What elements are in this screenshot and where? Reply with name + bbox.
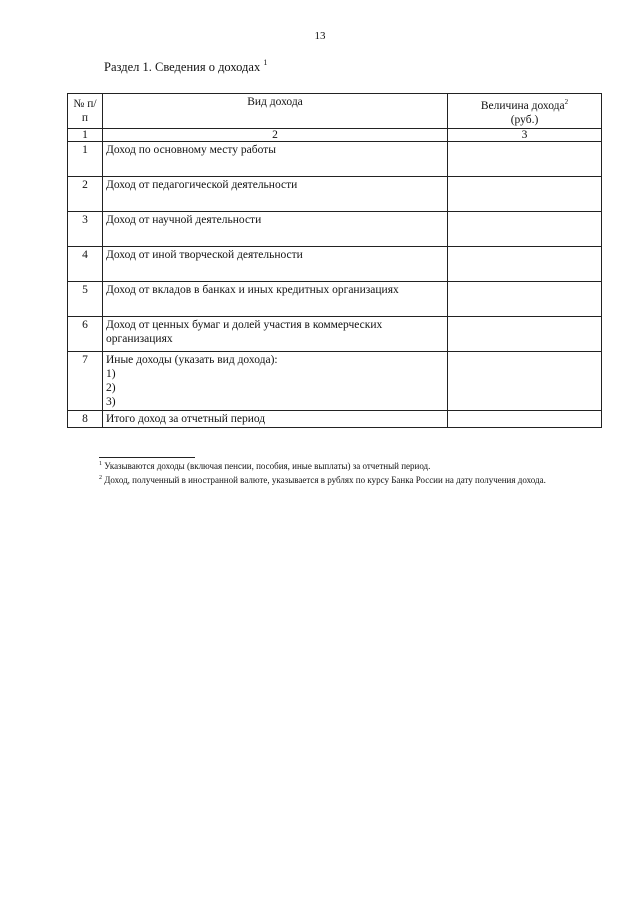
table-row [68, 212, 602, 247]
table-row [68, 282, 602, 317]
section-footnote-mark: 1 [263, 58, 268, 67]
section-title [104, 58, 267, 75]
header-num: № п/п [68, 94, 103, 129]
table-row [68, 177, 602, 212]
row-amount-cell[interactable] [448, 212, 602, 247]
row-number: 8 [68, 411, 103, 428]
row-income-kind: Иные доходы (указать вид дохода): [106, 354, 278, 366]
row-income-kind: Доход от вкладов в банках и иных кредитных организациях [103, 282, 448, 317]
footnote-text: Указываются доходы (включая пенсии, пособия, иные выплаты) за отчетный период. [104, 461, 431, 471]
row-amount-cell[interactable] [448, 411, 602, 428]
row-income-kind: Доход от научной деятельности [103, 212, 448, 247]
column-number: 2 [103, 129, 448, 142]
footnote-2 [88, 472, 602, 486]
row-income-kind: Доход от иной творческой деятельности [103, 247, 448, 282]
table-row [68, 247, 602, 282]
income-table [67, 93, 602, 428]
section-title-text: Раздел 1. Сведения о доходах [104, 60, 261, 74]
column-number: 3 [448, 129, 602, 142]
header-amount-unit: (руб.) [510, 114, 539, 126]
row-number: 5 [68, 282, 103, 317]
page-number: 13 [314, 30, 326, 42]
row-amount-cell[interactable] [448, 142, 602, 177]
header-amount-label: Величина дохода [480, 100, 565, 112]
other-income-subitem: 1) [106, 368, 116, 380]
table-header-row [68, 94, 602, 129]
row-amount-cell[interactable] [448, 282, 602, 317]
row-number: 7 [68, 352, 103, 411]
row-number: 2 [68, 177, 103, 212]
row-number: 6 [68, 317, 103, 352]
row-income-kind: Доход по основному месту работы [103, 142, 448, 177]
table-row [68, 317, 602, 352]
row-amount-cell[interactable] [448, 352, 602, 411]
header-kind: Вид дохода [103, 94, 448, 129]
other-income-subitem: 2) [106, 382, 116, 394]
footnote-mark: 1 [99, 461, 102, 467]
row-amount-cell[interactable] [448, 317, 602, 352]
other-income-subitem: 3) [106, 396, 116, 408]
column-number: 1 [68, 129, 103, 142]
footnote-text: Доход, полученный в иностранной валюте, указывается в рублях по курсу Банка России на дату получения дохода. [104, 475, 546, 485]
header-amount-footnote-mark: 2 [564, 98, 569, 106]
row-amount-cell[interactable] [448, 247, 602, 282]
row-number: 3 [68, 212, 103, 247]
row-income-kind: Доход от ценных бумаг и долей участия в коммерческих организациях [103, 317, 448, 352]
footnote-mark: 2 [99, 475, 102, 481]
row-income-kind-cell [103, 352, 448, 411]
row-number: 4 [68, 247, 103, 282]
table-row [68, 142, 602, 177]
row-income-kind: Доход от педагогической деятельности [103, 177, 448, 212]
footnotes [88, 458, 602, 486]
row-income-kind: Итого доход за отчетный период [103, 411, 448, 428]
row-number: 1 [68, 142, 103, 177]
footnote-1 [88, 458, 602, 472]
header-amount [448, 94, 602, 129]
row-amount-cell[interactable] [448, 177, 602, 212]
table-row-total [68, 411, 602, 428]
column-number-row [68, 129, 602, 142]
table-row [68, 352, 602, 411]
